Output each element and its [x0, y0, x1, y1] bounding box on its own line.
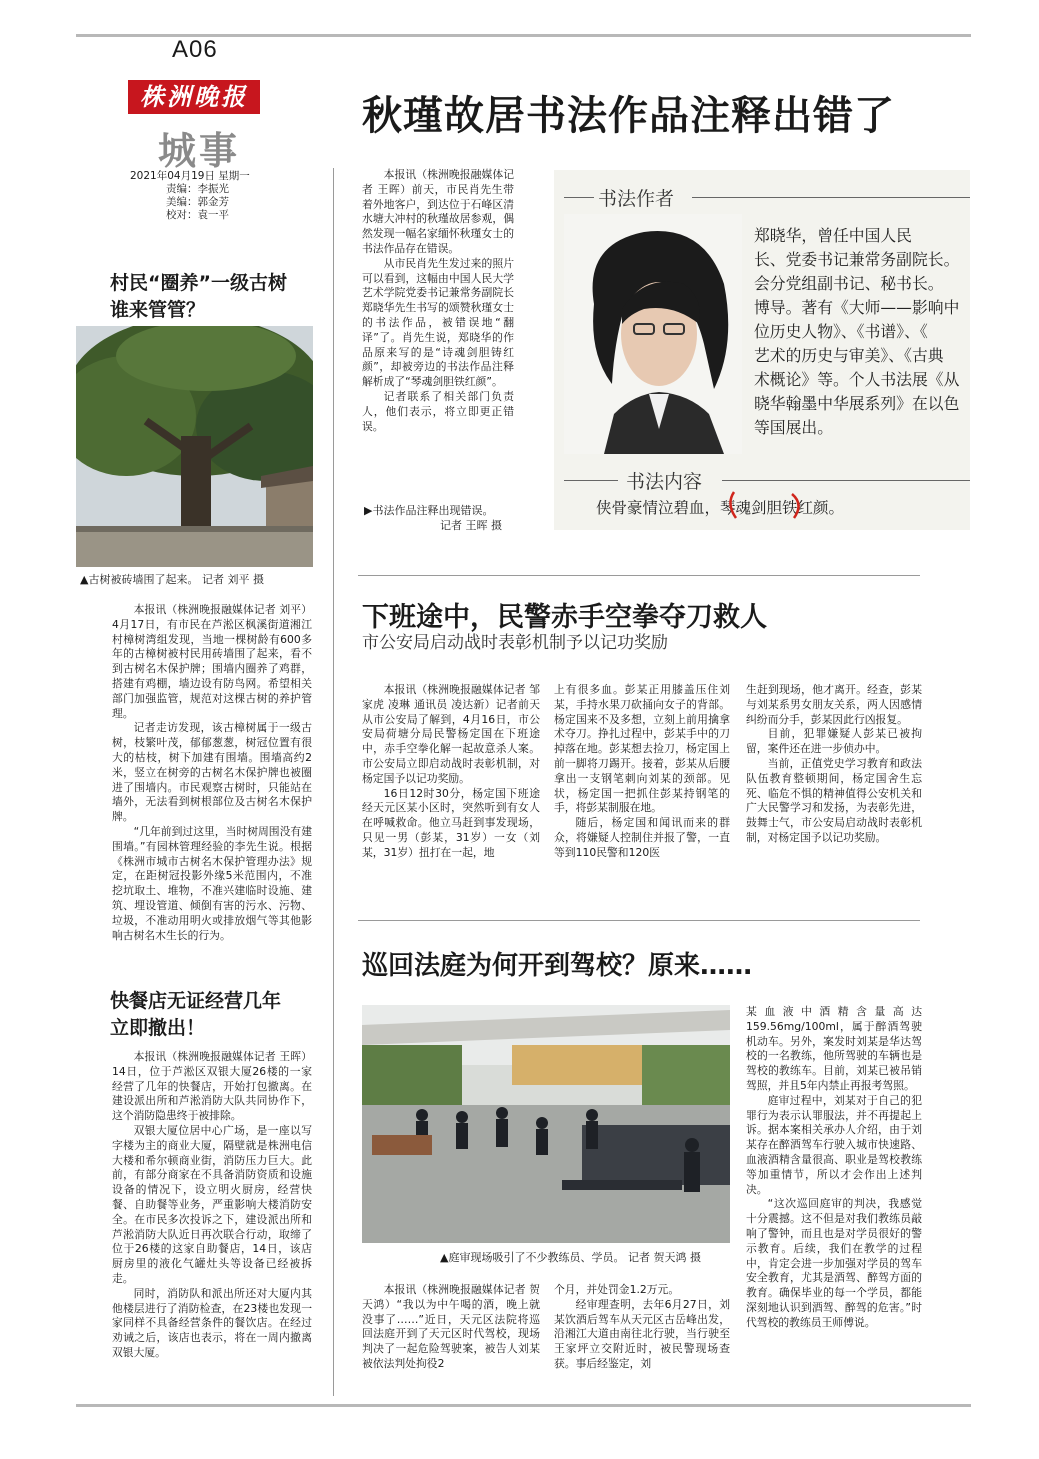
paragraph: 某血液中酒精含量高达159.56mg/100ml，属于醉酒驾驶机动车。另外，案发时刘某是华达驾校的一名教练，他所驾驶的车辆也是驾校的教练车。目前，刘某已被吊销驾照，并且5年内禁止再报考驾照。	[746, 1005, 922, 1092]
paragraph: 记者联系了相关部门负责人，他们表示，将立即更正错误。	[362, 389, 514, 433]
issue-date: 2021年04月19日 星期一	[130, 170, 250, 182]
paragraph: 庭审过程中，刘某对于自己的犯罪行为表示认罪服法，并不再提起上诉。据本案相关承办人介绍，由于刘某存在醉酒驾车行驶入城市快速路、血液酒精含量很高、职业是驾校教练等加重情节，所以才会作出上述判决。	[746, 1093, 922, 1196]
tree-story-body	[112, 603, 312, 943]
bio-line: 会分党组副书记、秘书长。	[754, 274, 944, 293]
paragraph: 个月，并处罚金1.2万元。	[554, 1283, 680, 1296]
main-headline: 秋瑾故居书法作品注释出错了	[362, 93, 895, 139]
tree-photo	[76, 326, 313, 567]
bio-line: 晓华翰墨中华展系列》在以色	[754, 394, 960, 413]
designer: 美编：郭金芳	[166, 196, 229, 208]
bio-line: 等国展出。	[754, 418, 833, 437]
bio-line: 博导。著有《大师——影响中	[754, 298, 960, 317]
paragraph: 本报讯（株洲晚报融媒体记者 王晖）14日，位于芦淞区双银大厦26楼的一家经营了几年的快餐店，开始打包撤离。在建设派出所和芦淞消防大队共同协作下，这个消防隐患终于被排除。	[112, 1050, 312, 1123]
paragraph: 从市民肖先生发过来的照片可以看到，这幅由中国人民大学艺术学院党委书记兼常务副院长郑晓华先生书写的颂赞秋瑾女士的书法作品，被错误地“翻译”了。肖先生说，郑晓华的作品原来写的是“诗魂剑胆铸红颜”，却被旁边的书法作品注释解析成了“琴魂剑胆铁红颜”。	[362, 256, 514, 389]
paragraph: 本报讯（株洲晚报融媒体记者 刘平）4月17日，有市民在芦淞区枫溪街道湘江村樟树湾组发现，当地一棵树龄有600多年的古樟树被村民用砖墙围了起来，看不到古树名木保护牌；围墙内圈养了鸡群，搭建有鸡棚，墙边设有防鸟网。希望相关部门加强监管，规范对这棵古树的养护管理。	[112, 603, 312, 720]
editor: 责编：李振光	[166, 183, 229, 195]
divider	[358, 575, 920, 576]
tree-headline: 村民“圈养”一级古树 谁来管管？	[110, 272, 287, 321]
page-number: A06	[172, 36, 218, 63]
column-divider	[333, 168, 334, 1396]
court-right-col	[746, 1005, 922, 1331]
divider	[358, 920, 920, 921]
paragraph: 本报讯（株洲晚报融媒体记者 王晖）前天，市民肖先生带着外地客户，到达位于石峰区清水塘大冲村的秋瑾故居参观，偶然发现一幅名家缅怀秋瑾女士的书法作品存在错误。	[362, 168, 514, 255]
court-headline: 巡回法庭为何开到驾校？原来……	[362, 951, 753, 981]
court-bottom-col-1	[362, 1283, 540, 1372]
paragraph: 本报讯（株洲晚报融媒体记者 贺天鸿）“我以为中午喝的酒，晚上就没事了……”近日，天元区法院将巡回法庭开到了天元区时代驾校，现场判决了一起危险驾驶案，被告人刘某被依法判处拘役2	[362, 1283, 540, 1370]
police-col-1	[362, 683, 540, 861]
court-photo	[362, 1005, 730, 1243]
main-story-body	[362, 168, 514, 434]
bio-line: 术概论》等。个人书法展《从	[754, 370, 960, 389]
author-bio	[754, 224, 970, 440]
main-photo-credit: 记者 王晖 摄	[440, 519, 502, 532]
paragraph: 记者走访发现，该古樟树属于一级古树，枝繁叶茂，郁郁葱葱，树冠位置有很大的枯枝，树下加建有围墙。围墙高约2米，竖立在树旁的古树名木保护牌也被圈进了围墙内。市民观察古树时，只能站在墙外，无法看到树根部位及古树名木保护牌。	[112, 721, 312, 824]
content-label: 书法内容	[626, 471, 703, 493]
main-photo-caption: ▶书法作品注释出现错误。	[364, 504, 494, 517]
police-subhead: 市公安局启动战时表彰机制予以记功奖励	[362, 633, 668, 653]
bio-line: 郑晓华，曾任中国人民	[754, 226, 912, 245]
section-title: 城事	[158, 128, 241, 173]
bio-line: 位历史人物》、《书谱》、《	[754, 322, 928, 341]
paragraph: 生赶到现场，他才离开。经查，彭某与刘某系男女朋友关系，两人因感情纠纷而分手，彭某因此行凶报复。	[746, 683, 922, 726]
proofreader: 校对：袁一平	[166, 209, 229, 221]
paragraph: “几年前到过这里，当时树周围没有建围墙。”有园林管理经验的李先生说。根据《株洲市城市古树名木保护管理办法》规定，在距树冠投影外缘5米范围内，不准挖坑取土、堆物，不准兴建临时设施、建筑、埋设管道、倾倒有害的污水、污物、垃圾，不准动用明火或排放烟气等其他影响古树名木生长的行为。	[112, 824, 312, 942]
court-bottom-col-2	[554, 1283, 730, 1372]
calligraphy-callout	[554, 170, 970, 530]
bio-line: 长、党委书记兼常务副院长。	[754, 250, 960, 269]
error-markup-icon	[726, 488, 806, 522]
paragraph: 16日12时30分，杨定国下班途经天元区某小区时，突然听到有女人在呼喊救命。他立马赶到事发现场，只见一男（彭某，31岁）一女（刘某，31岁）扭打在一起，地	[362, 786, 540, 859]
issue-meta	[130, 170, 290, 222]
paragraph: “这次巡回庭审的判决，我感觉十分震撼。这不但是对我们教练员敲响了警钟，而且也是对学员很好的警示教育。后续，我们在教学的过程中，肯定会进一步加强对学员的驾车安全教育，尤其是酒驾、醉驾方面的教育。确保毕业的每一个学员，都能深刻地认识到酒驾、醉驾的危害。”时代驾校的教练员王师傅说。	[746, 1197, 922, 1329]
newspaper-logo: 株洲晚报	[128, 80, 260, 114]
paragraph: 同时，消防队和派出所还对大厦内其他楼层进行了消防检查，在23楼也发现一家同样不具备经营条件的餐饮店。在经过劝诫之后，该店也表示，将在一周内撤离双银大厦。	[112, 1286, 312, 1359]
fastfood-headline: 快餐店无证经营几年 立即撤出！	[110, 990, 282, 1039]
police-headline: 下班途中，民警赤手空拳夺刀救人	[362, 602, 767, 633]
bio-line: 艺术的历史与审美》、《古典	[754, 346, 944, 365]
paragraph: 经审理查明，去年6月27日，刘某饮酒后驾车从天元区古岳峰出发，沿湘江大道由南往北行驶，当行驶至王家坪立交附近时，被民警现场查获。事后经鉴定，刘	[554, 1297, 730, 1370]
fastfood-story-body	[112, 1050, 312, 1361]
author-portrait	[564, 214, 742, 454]
paragraph: 目前，犯罪嫌疑人彭某已被拘留，案件还在进一步侦办中。	[746, 727, 922, 756]
paragraph: 本报讯（株洲晚报融媒体记者 邹家虎 凌琳 通讯员 凌达新）记者前天从市公安局了解到，4月16日，市公安局荷塘分局民警杨定国在下班途中，赤手空拳化解一起故意杀人案。市公安局立即启动战时表彰机制，对杨定国予以记功奖励。	[362, 683, 540, 785]
paragraph: 随后，杨定国和闻讯而来的群众，将嫌疑人控制住并报了警，一直等到110民警和120医	[554, 816, 730, 859]
paragraph: 上有很多血。彭某正用膝盖压住刘某，手持水果刀砍捅向女子的背部。杨定国来不及多想，立刻上前用擒拿术夺刀。挣扎过程中，彭某手中的刀掉落在地。彭某想去捡刀，杨定国上前一脚将刀踢开。接着，彭某从后腰拿出一支钢笔刺向刘某的颈部。见状，杨定国一把抓住彭某持钢笔的手，将彭某制服在地。	[554, 683, 730, 815]
police-col-3	[746, 683, 922, 846]
author-label: 书法作者	[598, 188, 675, 210]
bottom-rule	[76, 1404, 971, 1407]
police-col-2	[554, 683, 730, 861]
court-photo-caption: ▲庭审现场吸引了不少教练员、学员。 记者 贺天鸿 摄	[440, 1251, 701, 1264]
calligraphy-content: 侠骨豪情泣碧血，琴魂剑胆铁红颜。	[596, 499, 845, 517]
paragraph: 当前，正值党史学习教育和政法队伍教育整顿期间，杨定国舍生忘死、临危不惧的精神值得公安机关和广大民警学习和发扬，为表彰先进，鼓舞士气，市公安局启动战时表彰机制，对杨定国予以记功奖励。	[746, 756, 922, 844]
tree-photo-caption: ▲古树被砖墙围了起来。 记者 刘平 摄	[80, 573, 264, 586]
paragraph: 双银大厦位居中心广场，是一座以写字楼为主的商业大厦，隔壁就是株洲电信大楼和希尔顿商业街，消防压力巨大。此前，有部分商家在不具备消防资质和设施设备的情况下，设立明火厨房，经营快餐、自助餐等业务，严重影响大楼消防安全。在市民多次投诉之下，建设派出所和芦淞消防大队近日再次联合行动，取缔了位于26楼的这家自助餐店，14日，该店厨房里的液化气罐灶头等设备已经被拆走。	[112, 1123, 312, 1285]
